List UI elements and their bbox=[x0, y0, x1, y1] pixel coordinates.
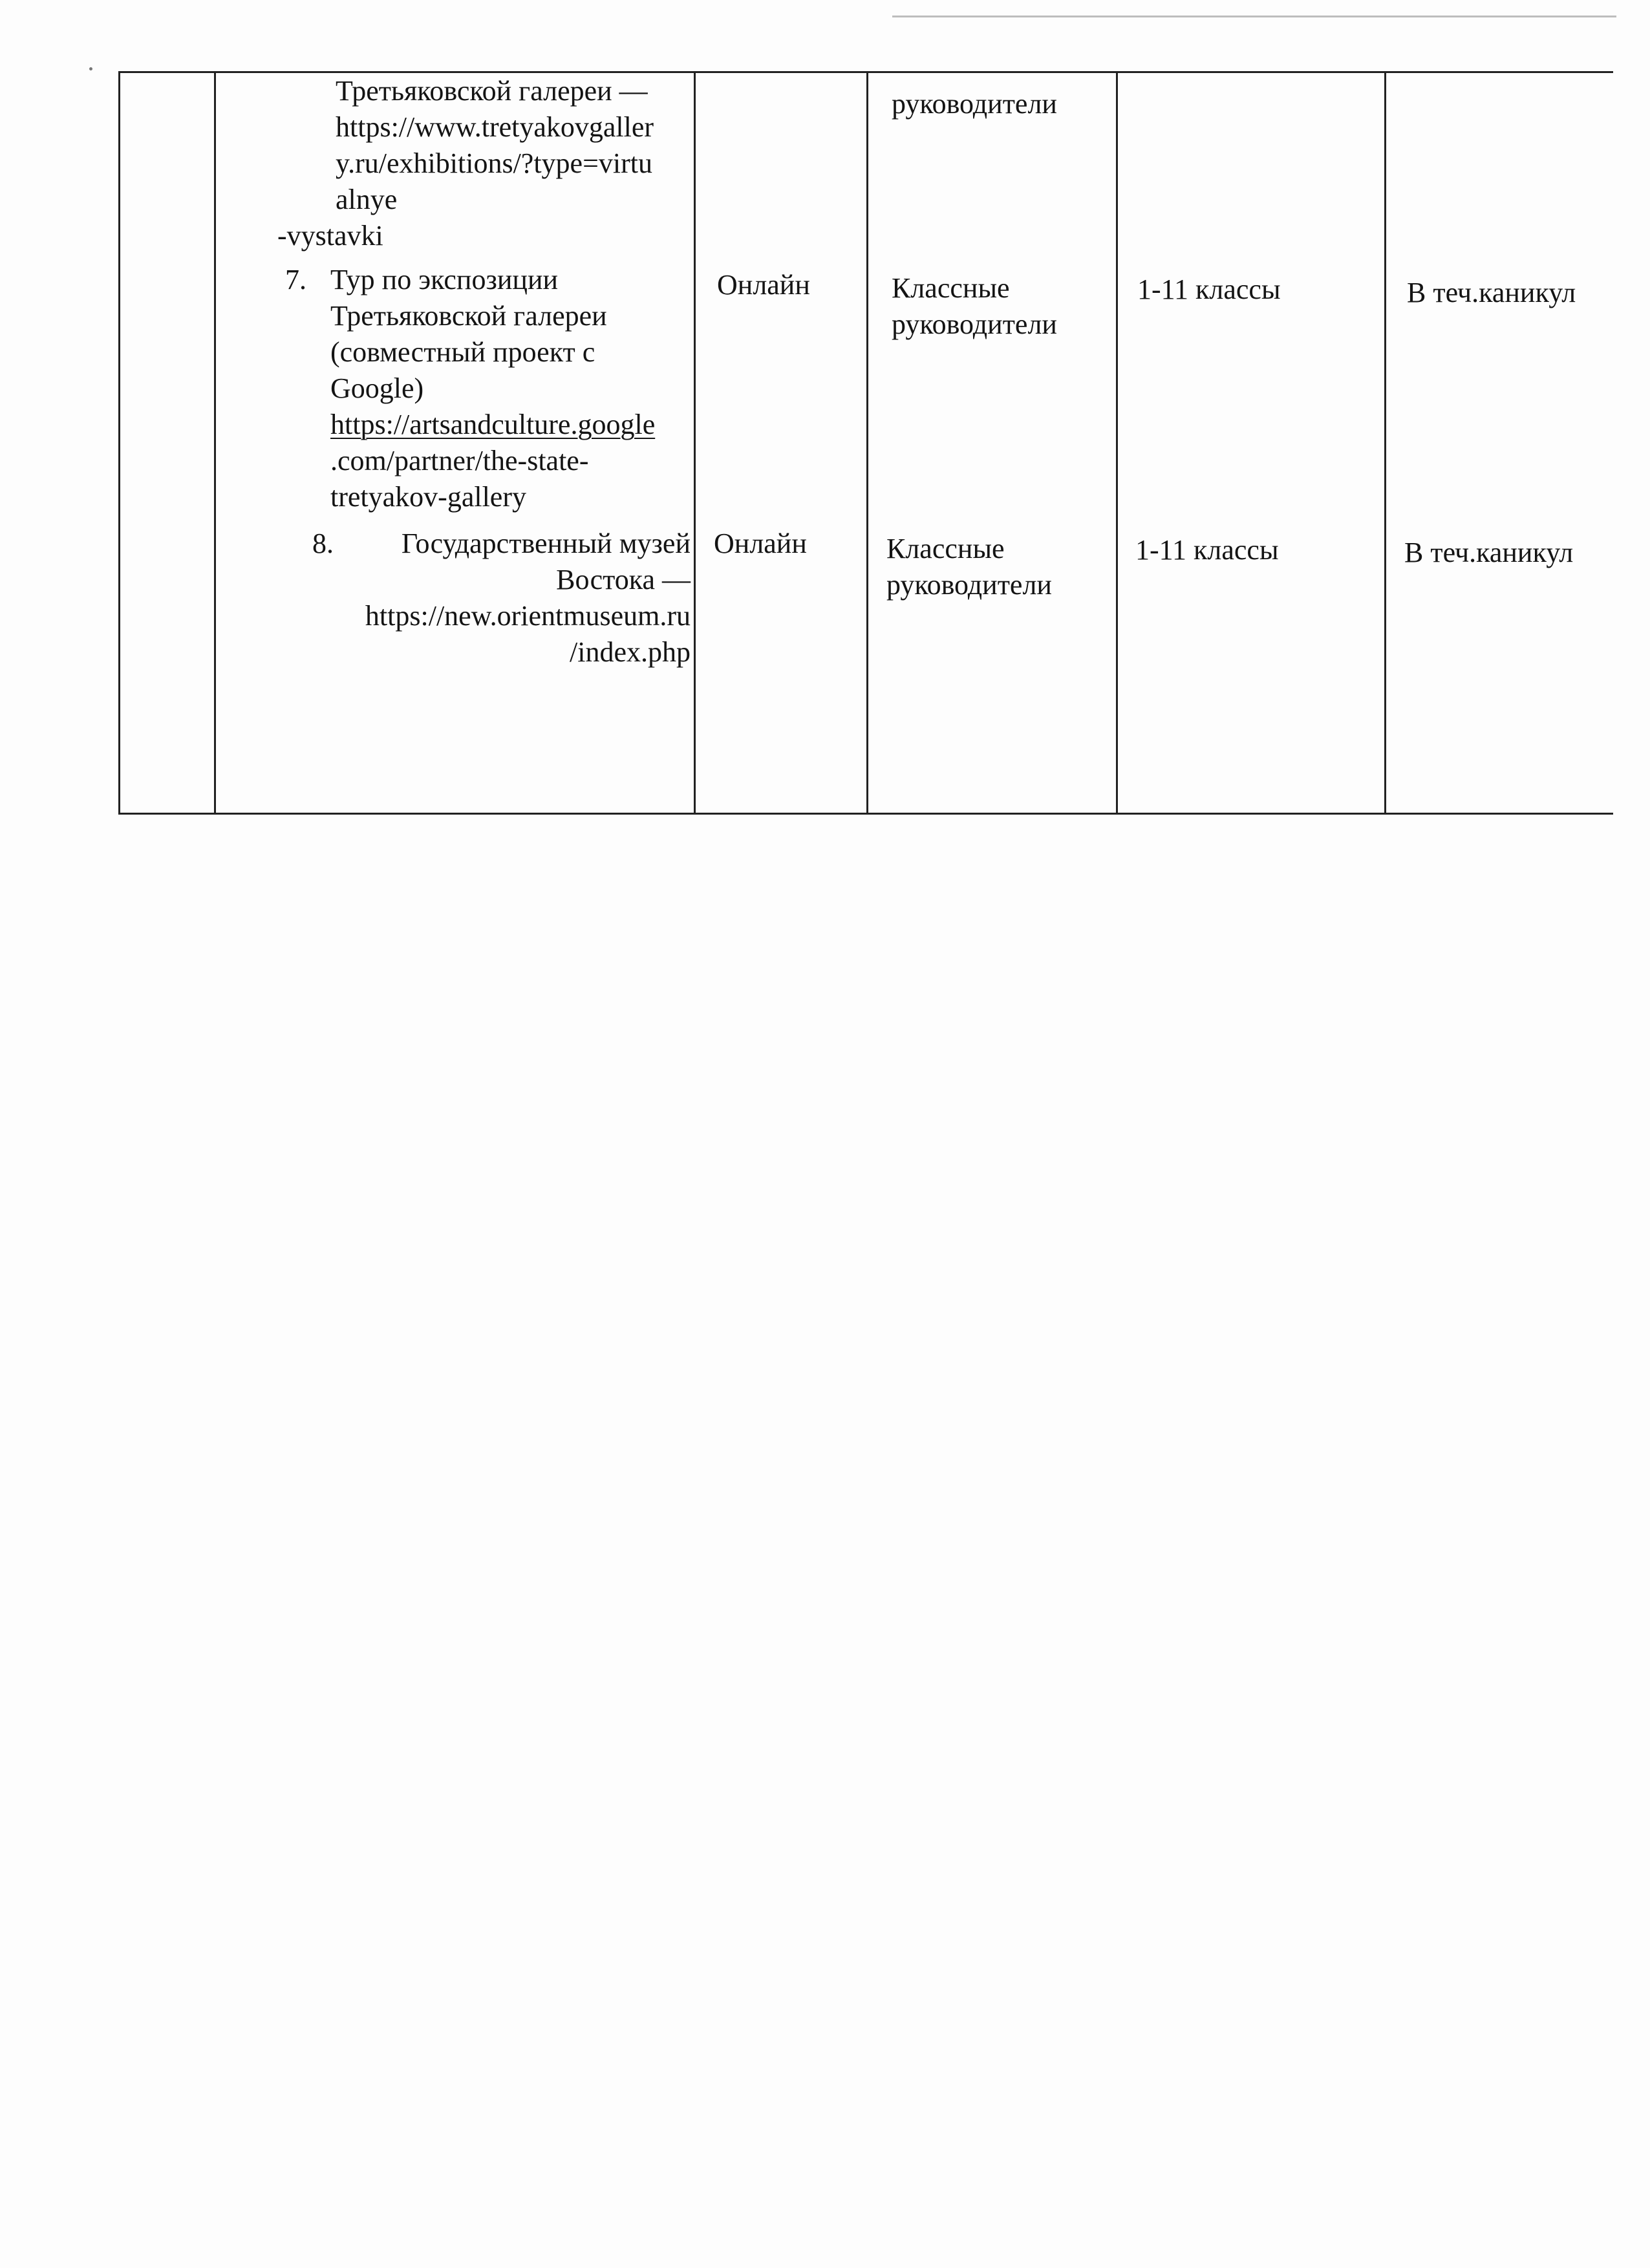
item8-line-2: Востока — bbox=[556, 564, 691, 595]
item8-responsible-2: руководители bbox=[886, 569, 1052, 601]
item8-line-4[interactable]: /index.php bbox=[570, 636, 691, 668]
item6-line-4[interactable]: alnye bbox=[336, 184, 398, 215]
item7-link-line-2[interactable]: .com/partner/the-state- bbox=[330, 445, 589, 476]
column-divider-5 bbox=[1384, 73, 1386, 813]
item7-responsible-1: Классные bbox=[892, 272, 1010, 304]
item8-format: Онлайн bbox=[714, 528, 807, 559]
item7-classes: 1-11 классы bbox=[1137, 273, 1281, 305]
item7-line-3: (совместный проект с bbox=[330, 336, 595, 368]
item8-number: 8. bbox=[312, 528, 334, 559]
events-table bbox=[118, 71, 1613, 815]
item8-classes: 1-11 классы bbox=[1135, 534, 1279, 566]
item7-link-line-3[interactable]: tretyakov-gallery bbox=[330, 481, 526, 513]
column-divider-3 bbox=[866, 73, 868, 813]
item8-line-1: Государственный музей bbox=[401, 528, 691, 559]
column-divider-2 bbox=[694, 73, 696, 813]
item8-line-3[interactable]: https://new.orientmuseum.ru bbox=[365, 600, 691, 632]
item7-line-2: Третьяковской галереи bbox=[330, 300, 607, 332]
item7-responsible-2: руководители bbox=[892, 308, 1057, 340]
item7-link-line-1[interactable]: https://artsandculture.google bbox=[330, 409, 656, 440]
item7-timing: В теч.каникул bbox=[1407, 277, 1576, 308]
column-divider-1 bbox=[214, 73, 216, 813]
item7-number: 7. bbox=[285, 264, 306, 295]
item8-responsible-1: Классные bbox=[886, 533, 1005, 564]
item7-line-1: Тур по экспозиции bbox=[330, 264, 559, 295]
item6-line-5[interactable]: -vystavki bbox=[277, 220, 383, 251]
item6-line-3[interactable]: y.ru/exhibitions/?type=virtu bbox=[336, 147, 652, 179]
item6-responsible-tail: руководители bbox=[892, 88, 1057, 120]
item7-line-4: Google) bbox=[330, 372, 424, 404]
item6-line-1: Третьяковской галереи — bbox=[336, 75, 648, 107]
item8-timing: В теч.каникул bbox=[1404, 537, 1574, 568]
scan-edge-line bbox=[892, 16, 1616, 17]
item6-line-2[interactable]: https://www.tretyakovgaller bbox=[336, 111, 654, 143]
item7-format: Онлайн bbox=[717, 269, 810, 301]
column-divider-4 bbox=[1116, 73, 1118, 813]
scan-speck bbox=[89, 67, 92, 70]
